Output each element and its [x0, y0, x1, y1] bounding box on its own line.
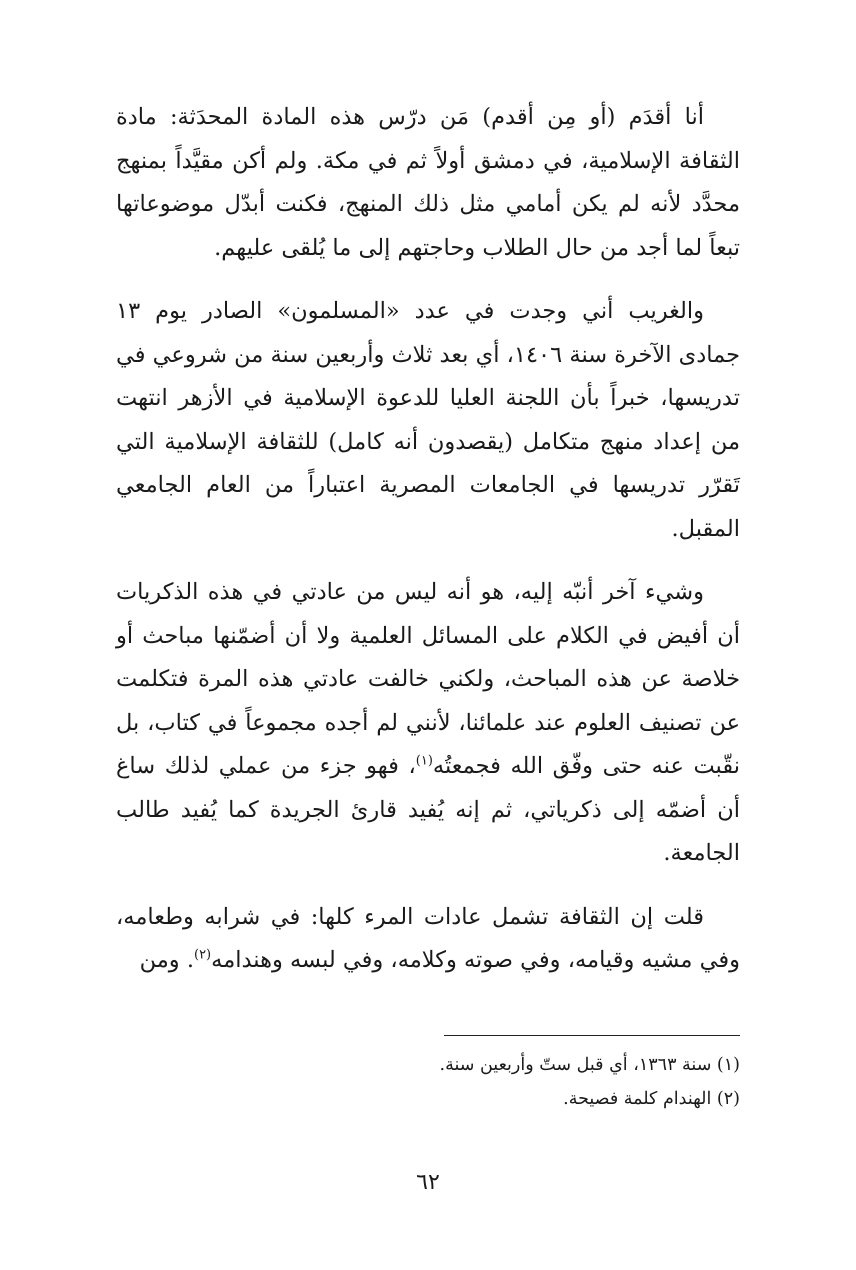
footnote-divider — [444, 1035, 740, 1036]
page-body — [116, 96, 740, 1003]
paragraph-4-text-a: قلت إن الثقافة تشمل عادات المرء كلها: في شرابه وطعامه، وفي مشيه وقيامه، وفي صوته وكلامه، وفي لبسه وهندامه — [116, 903, 740, 973]
paragraph-3-text-b: ، فهو جزء من عملي لذلك ساغ أن أضمّه إلى ذكرياتي، ثم إنه يُفيد قارئ الجريدة كما يُفيد طالب الجامعة. — [116, 753, 740, 866]
page-number: ٦٢ — [416, 1170, 440, 1195]
paragraph-3 — [116, 571, 740, 876]
footnote-ref-1[interactable]: (١) — [415, 753, 433, 769]
paragraph-1: أنا أقدَم (أو مِن أقدم) مَن درّس هذه المادة المحدَثة: مادة الثقافة الإسلامية، في دمشق أولاً ثم في مكة. ولم أكن مقيَّداً بمنهج محدَّد لأنه لم يكن أمامي مثل ذلك المنهج، فكنت أبدّل موضوعاتها تبعاً لما أجد من حال الطلاب وحاجتهم إلى ما يُلقى عليهم. — [116, 104, 740, 261]
footnotes — [116, 1048, 740, 1116]
paragraph-4 — [116, 896, 740, 983]
paragraph-2: والغريب أني وجدت في عدد «المسلمون» الصادر يوم ١٣ جمادى الآخرة سنة ١٤٠٦، أي بعد ثلاث وأربعين سنة من شروعي في تدريسها، خبراً بأن اللجنة العليا للدعوة الإسلامية في الأزهر انتهت من إعداد منهج متكامل (يقصدون أنه كامل) للثقافة الإسلامية التي تَقرّر تدريسها في الجامعات المصرية اعتباراً من العام الجامعي المقبل. — [116, 298, 741, 542]
footnote-1: (١) سنة ١٣٦٣، أي قبل ستّ وأربعين سنة. — [439, 1055, 740, 1075]
footnote-ref-2[interactable]: (٢) — [193, 947, 212, 963]
paragraph-3-text-a: وشيء آخر أنبّه إليه، هو أنه ليس من عادتي في هذه الذكريات أن أفيض في الكلام على المسائل العلمية ولا أن أضمّنها مباحث أو خلاصة عن هذه المباحث، ولكني خالفت عادتي هذه المرة فتكلمت عن تصنيف العلوم عند علمائنا، لأنني لم أجده مجموعاً في كتاب، بل نقّبت عنه حتى وفّق الله فجمعتُه — [116, 579, 740, 779]
paragraph-4-text-b: . ومن — [139, 947, 194, 973]
footnote-2: (٢) الهندام كلمة فصيحة. — [563, 1089, 740, 1109]
